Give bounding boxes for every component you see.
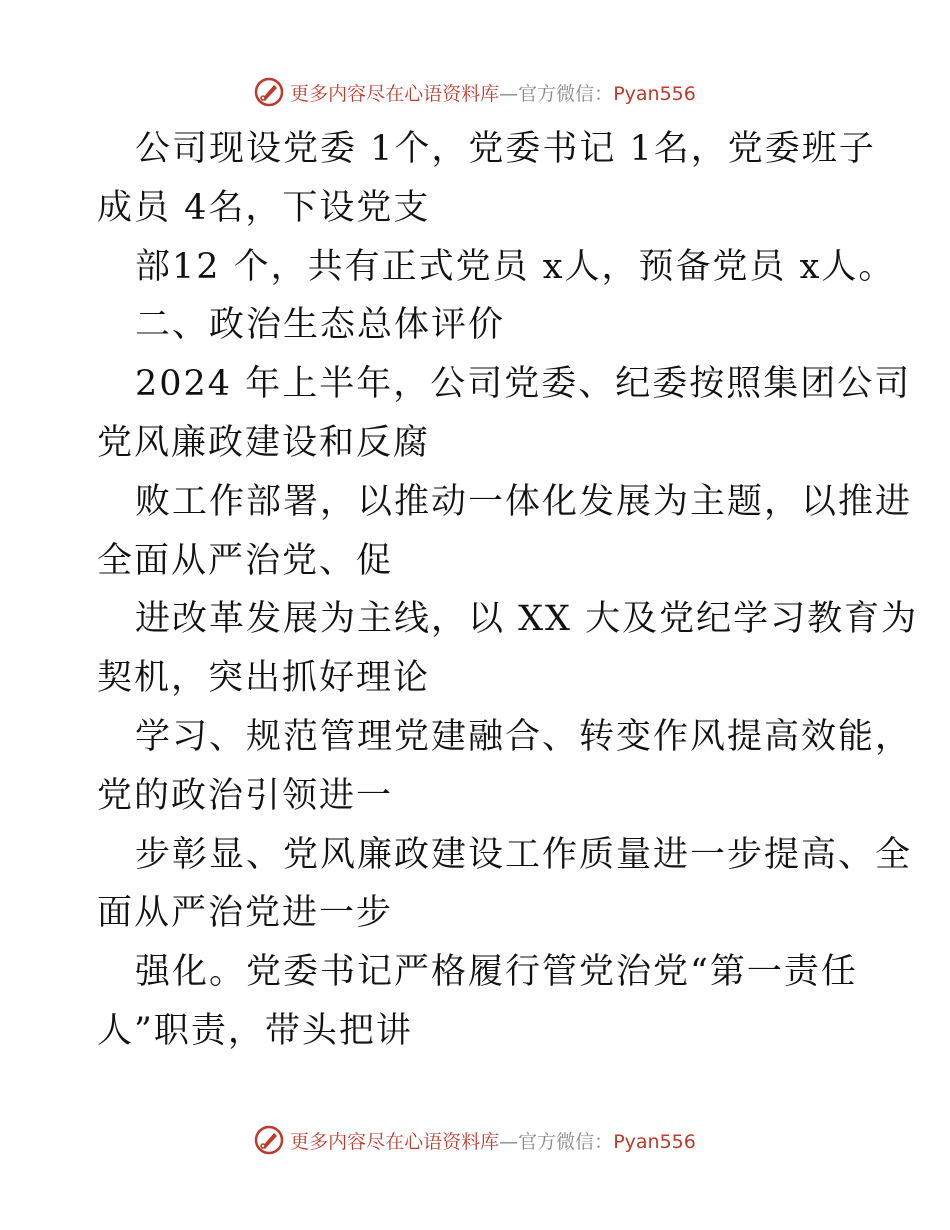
text-line: 败工作部署，以推动一体化发展为主题，以推进 (135, 481, 913, 522)
quill-logo-icon (254, 77, 284, 107)
section-heading: 二、政治生态总体评价 (135, 305, 506, 346)
text-line: 党风廉政建设和反腐 (97, 422, 431, 463)
text-line: 人”职责，带头把讲 (97, 1010, 413, 1051)
text-line: 成员 4名，下设党支 (97, 187, 431, 228)
text-line: 学习、规范管理党建融合、转变作风提高效能， (135, 716, 913, 757)
watermark-wechat-label: 官方微信： (518, 82, 614, 105)
footer-watermark (0, 1120, 950, 1160)
text-line: 契机，突出抓好理论 (97, 658, 431, 699)
header-watermark (0, 72, 950, 112)
quill-logo-icon (254, 1125, 284, 1155)
text-line: 面从严治党进一步 (97, 893, 394, 934)
watermark-wechat-label: 官方微信： (518, 1130, 614, 1153)
watermark-dash: — (499, 82, 519, 105)
text-line: 党的政治引领进一 (97, 775, 394, 816)
text-line: 部12 个，共有正式党员 x人，预备党员 x人。 (135, 246, 896, 287)
watermark-text (290, 1127, 696, 1154)
text-line: 2024 年上半年，公司党委、纪委按照集团公司 (135, 364, 912, 405)
watermark-wechat-id: Pyan556 (613, 82, 696, 105)
watermark-dash: — (499, 1130, 519, 1153)
text-line: 全面从严治党、促 (97, 540, 394, 581)
watermark-wechat-id: Pyan556 (613, 1130, 696, 1153)
watermark-main: 更多内容尽在心语资料库 (290, 1130, 500, 1153)
document-body (97, 120, 919, 1061)
text-line: 步彰显、党风廉政建设工作质量进一步提高、全 (135, 834, 913, 875)
text-line: 强化。党委书记严格履行管党治党“第一责任 (135, 952, 858, 993)
text-line: 公司现设党委 1个，党委书记 1名，党委班子 (135, 129, 876, 169)
watermark-main: 更多内容尽在心语资料库 (290, 82, 500, 105)
text-line: 进改革发展为主线，以 XX 大及党纪学习教育为 (135, 599, 919, 640)
watermark-text (290, 79, 696, 106)
